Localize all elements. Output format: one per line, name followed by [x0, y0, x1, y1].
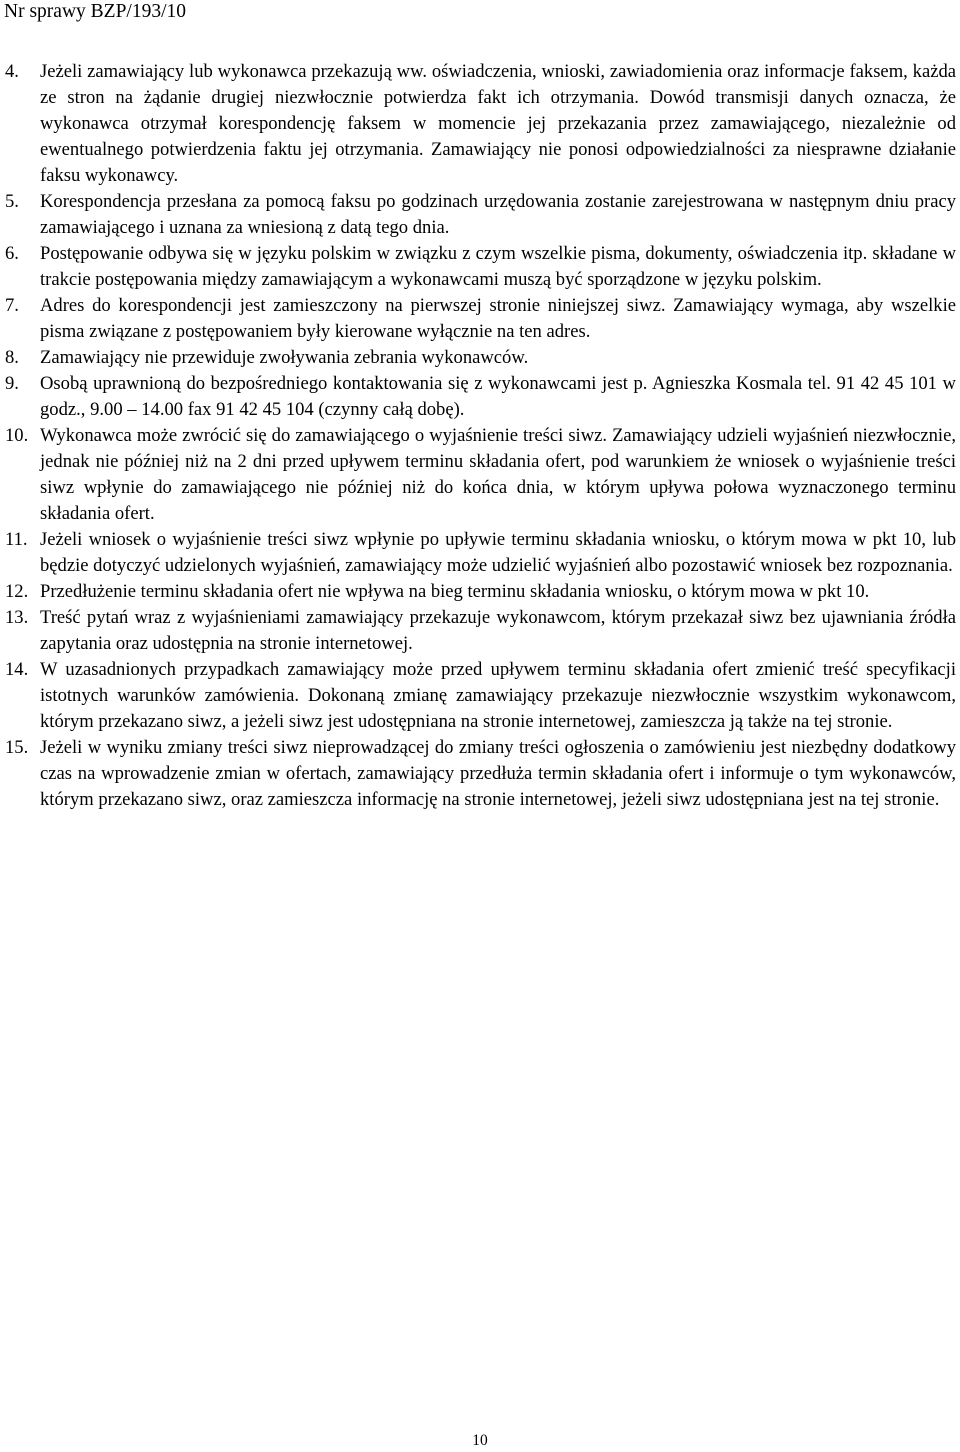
item-number: 11.	[5, 529, 28, 550]
list-item-15	[0, 735, 956, 813]
list-item-11	[0, 527, 956, 579]
item-number: 7.	[5, 295, 19, 316]
item-text: Przedłużenie terminu składania ofert nie wpływa na bieg terminu składania wniosku, o którym mowa w pkt 10.	[40, 581, 870, 602]
list-item-7	[0, 293, 956, 345]
list-item-4	[0, 59, 956, 189]
item-text: Treść pytań wraz z wyjaśnieniami zamawiający przekazuje wykonawcom, którym przekazał siwz bez ujawniania źródła zapytania oraz udostępnia na stronie internetowej.	[40, 607, 956, 654]
item-number: 12.	[5, 581, 29, 602]
list-item-14	[0, 657, 956, 735]
page-footer	[0, 1432, 960, 1450]
item-number: 15.	[5, 737, 29, 758]
item-text: Adres do korespondencji jest zamieszczony na pierwszej stronie niniejszej siwz. Zamawiający wymaga, aby wszelkie pisma związane z postępowaniem były kierowane wyłącznie na ten adres.	[40, 295, 956, 342]
case-number-header: Nr sprawy BZP/193/10	[4, 1, 186, 22]
item-text: Jeżeli wniosek o wyjaśnienie treści siwz wpłynie po upływie terminu składania wniosku, o którym mowa w pkt 10, lub będzie dotyczyć udzielonych wyjaśnień, zamawiający może udzielić wyjaśnień albo pozostawić wniosek bez rozpoznania.	[40, 529, 956, 576]
list-item-5	[0, 189, 956, 241]
item-text: Jeżeli zamawiający lub wykonawca przekazują ww. oświadczenia, wnioski, zawiadomienia oraz informacje faksem, każda ze stron na żądanie drugiej niezwłocznie potwierdza fakt ich otrzymania. Dowód transmisji danych oznacza, że wykonawca otrzymał korespondencję faksem w momencie jej przekazania przez zamawiającego, niezależnie od ewentualnego potwierdzenia faktu jej otrzymania. Zamawiający nie ponosi odpowiedzialności za niesprawne działanie faksu wykonawcy.	[40, 61, 956, 186]
list-item-9	[0, 371, 956, 423]
item-text: W uzasadnionych przypadkach zamawiający może przed upływem terminu składania ofert zmienić treść specyfikacji istotnych warunków zamówienia. Dokonaną zmianę zamawiający przekazuje niezwłocznie wszystkim wykonawcom, którym przekazano siwz, a jeżeli siwz jest udostępniana na stronie internetowej, zamieszcza ją także na tej stronie.	[40, 659, 956, 732]
list-item-10	[0, 423, 956, 527]
item-text: Zamawiający nie przewiduje zwoływania zebrania wykonawców.	[40, 347, 529, 368]
item-number: 10.	[5, 425, 29, 446]
item-text: Osobą uprawnioną do bezpośredniego kontaktowania się z wykonawcami jest p. Agnieszka Kosmala tel. 91 42 45 101 w godz., 9.00 – 14.00 fax 91 42 45 104 (czynny całą dobę).	[40, 373, 956, 420]
item-number: 4.	[5, 61, 19, 82]
item-number: 13.	[5, 607, 29, 628]
item-text: Korespondencja przesłana za pomocą faksu po godzinach urzędowania zostanie zarejestrowana w następnym dniu pracy zamawiającego i uznana za wniesioną z datą tego dnia.	[40, 191, 956, 238]
item-number: 8.	[5, 347, 19, 368]
item-number: 5.	[5, 191, 19, 212]
list-item-8	[0, 345, 956, 371]
item-number: 9.	[5, 373, 19, 394]
list-item-12	[0, 579, 956, 605]
item-number: 14.	[5, 659, 29, 680]
list-item-13	[0, 605, 956, 657]
item-number: 6.	[5, 243, 19, 264]
numbered-list	[0, 59, 956, 813]
item-text: Postępowanie odbywa się w języku polskim w związku z czym wszelkie pisma, dokumenty, oświadczenia itp. składane w trakcie postępowania między zamawiającym a wykonawcami muszą być sporządzone w języku polskim.	[40, 243, 956, 290]
item-text: Jeżeli w wyniku zmiany treści siwz nieprowadzącej do zmiany treści ogłoszenia o zamówieniu jest niezbędny dodatkowy czas na wprowadzenie zmian w ofertach, zamawiający przedłuża termin składania ofert i informuje o tym wykonawców, którym przekazano siwz, oraz zamieszcza informację na stronie internetowej, jeżeli siwz udostępniana jest na tej stronie.	[40, 737, 956, 810]
list-item-6	[0, 241, 956, 293]
page-number: 10	[472, 1432, 488, 1449]
item-text: Wykonawca może zwrócić się do zamawiającego o wyjaśnienie treści siwz. Zamawiający udzieli wyjaśnień niezwłocznie, jednak nie później niż na 2 dni przed upływem terminu składania ofert, pod warunkiem że wniosek o wyjaśnienie treści siwz wpłynie do zamawiającego nie później niż do końca dnia, w którym upływa połowa wyznaczonego terminu składania ofert.	[40, 425, 956, 524]
